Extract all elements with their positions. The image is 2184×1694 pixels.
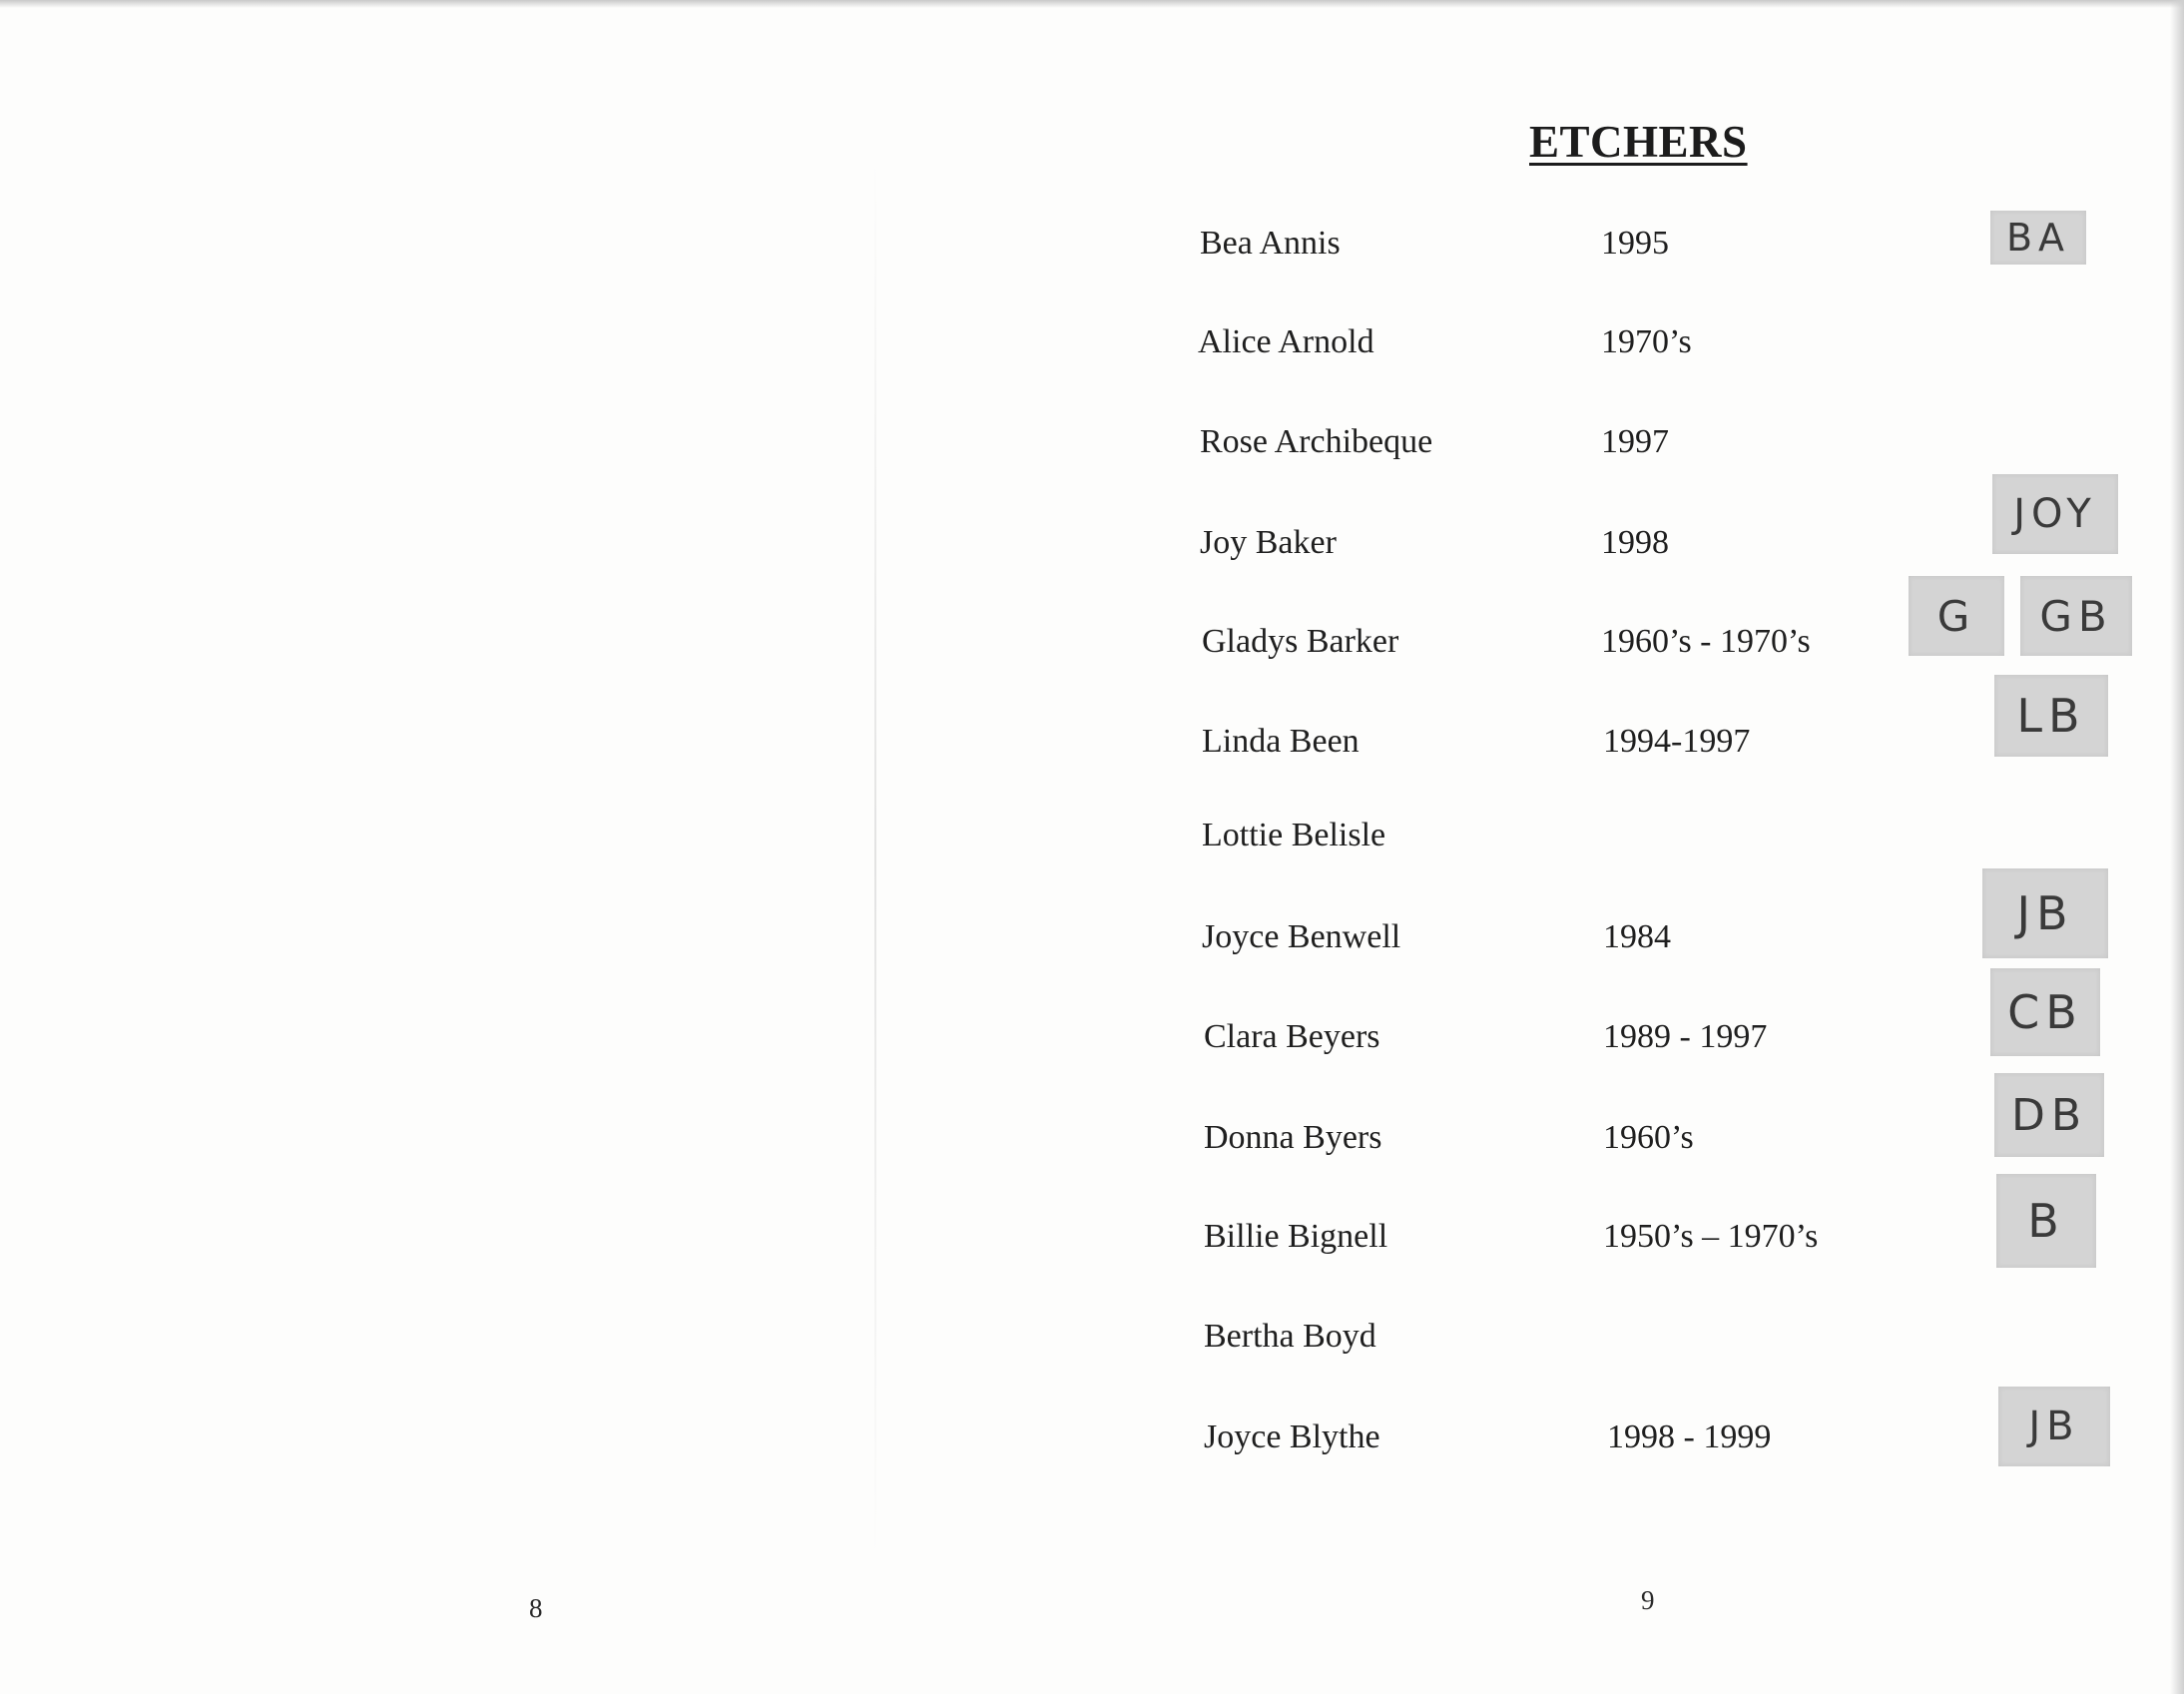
etcher-mark: JB [1998,1387,2110,1466]
etcher-mark: CB [1990,968,2100,1056]
etcher-name: Rose Archibeque [1200,423,1433,460]
page-title: ETCHERS [1529,117,1748,167]
etcher-row-bignell [1092,1194,2184,1274]
etcher-row-benwell [1092,886,2184,974]
etcher-name: Joyce Benwell [1202,918,1401,955]
etcher-row-belisle [1092,803,2184,872]
etcher-mark: DB [1994,1073,2104,1157]
etcher-years: 1998 [1601,524,1669,561]
right-page [1092,0,2184,1694]
etcher-mark: BA [1990,211,2086,265]
etcher-name: Billie Bignell [1204,1218,1388,1255]
left-page-number: 8 [529,1593,543,1623]
etcher-years: 1995 [1601,225,1669,262]
etcher-years: 1960’s - 1970’s [1601,623,1811,660]
etcher-row-beyers [1092,985,2184,1074]
etcher-years: 1998 - 1999 [1607,1418,1772,1455]
etcher-mark: JB [1982,868,2108,958]
etcher-years: 1997 [1601,423,1669,460]
etcher-mark: JOY [1992,474,2118,554]
etcher-row-barker [1092,591,2184,679]
etcher-name: Linda Been [1202,723,1360,760]
etcher-row-byers [1092,1089,2184,1175]
etcher-row-annis [1092,211,2184,281]
etcher-name: Bea Annis [1200,225,1341,262]
etcher-mark: B [1996,1174,2096,1268]
etcher-name: Bertha Boyd [1204,1318,1376,1355]
etcher-row-boyd [1092,1304,2184,1374]
etcher-years: 1984 [1603,918,1671,955]
etcher-name: Joy Baker [1200,524,1337,561]
etcher-name: Alice Arnold [1198,323,1374,360]
etcher-row-arnold [1092,309,2184,379]
etcher-name: Gladys Barker [1202,623,1399,660]
right-page-number: 9 [1641,1585,1655,1615]
etcher-years: 1989 - 1997 [1603,1018,1768,1055]
etcher-row-archibeque [1092,409,2184,479]
etcher-years: 1970’s [1601,323,1692,360]
etcher-row-blythe [1092,1405,2184,1474]
etcher-name: Lottie Belisle [1202,817,1386,853]
etcher-years: 1960’s [1603,1119,1694,1156]
etcher-mark: LB [1994,675,2108,757]
etcher-row-baker [1092,491,2184,580]
etcher-years: 1950’s – 1970’s [1603,1218,1819,1255]
etcher-mark: GB [2020,576,2132,656]
etcher-years: 1994-1997 [1603,723,1751,760]
etcher-name: Joyce Blythe [1204,1418,1380,1455]
etcher-mark: G [1909,576,2004,656]
etcher-row-been [1092,689,2184,779]
etcher-name: Donna Byers [1204,1119,1382,1156]
etcher-name: Clara Beyers [1204,1018,1380,1055]
